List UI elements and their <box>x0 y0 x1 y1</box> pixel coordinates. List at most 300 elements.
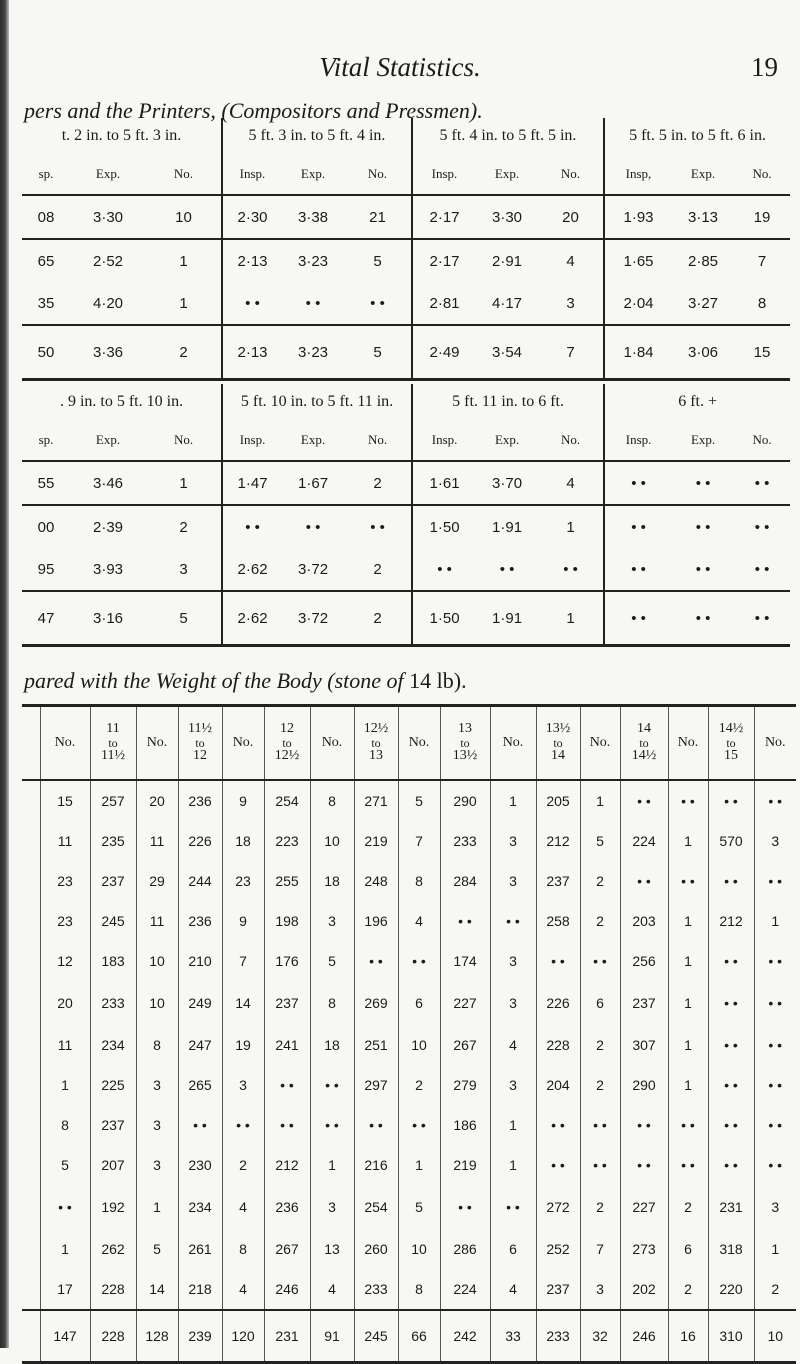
header-line: 13 <box>369 748 383 764</box>
header-line: to <box>108 735 118 750</box>
table-cell: 2·52 <box>70 239 146 282</box>
table-cell: • • <box>708 981 754 1025</box>
table-cell: 3 <box>754 1185 796 1229</box>
table-cell: 237 <box>90 861 136 901</box>
total-cell: 2 <box>344 591 412 646</box>
table-cell: 261 <box>178 1229 222 1269</box>
weight-column-header <box>264 706 310 781</box>
table-cell: 3 <box>580 1269 620 1310</box>
header-line: 13½ <box>452 748 478 764</box>
header-line: No. <box>589 734 611 750</box>
table-cell: 3 <box>179 560 188 578</box>
table-cell: 252 <box>536 1229 580 1269</box>
header-line: 11½ <box>188 721 212 737</box>
total-cell: 3·54 <box>476 325 538 380</box>
table-cell: 271 <box>354 780 398 821</box>
table-row <box>22 981 796 1025</box>
group-header: . 9 in. to 5 ft. 10 in. <box>59 393 184 410</box>
table-cell: 3 <box>490 1065 536 1105</box>
table-cell: 1 <box>490 780 536 821</box>
table-cell: 307 <box>620 1025 668 1065</box>
table-cell: 251 <box>354 1025 398 1065</box>
table-caption-top: pers and the Printers, (Compositors and Pressmen). <box>24 98 483 123</box>
table-cell: 267 <box>440 1025 490 1065</box>
table-cell: • • <box>668 861 708 901</box>
table-cell: 198 <box>264 901 310 941</box>
table-cell <box>22 941 40 981</box>
table-cell: 236 <box>178 901 222 941</box>
total-cell: 16 <box>668 1310 708 1363</box>
table-cell: 6 <box>580 981 620 1025</box>
weight-column-header <box>136 706 178 781</box>
table-cell: 8 <box>398 861 440 901</box>
table-row <box>22 821 796 861</box>
table-cell: 233 <box>354 1269 398 1310</box>
table-cell: 1·93 <box>604 195 672 239</box>
table-cell: 10 <box>398 1229 440 1269</box>
table-row <box>22 461 790 505</box>
weight-column-header <box>178 706 222 781</box>
table-cell: 00 <box>22 505 70 548</box>
table-row <box>22 548 790 591</box>
page-number: 19 <box>751 52 778 82</box>
table-cell: 11 <box>40 1025 90 1065</box>
header-line: to <box>282 735 292 750</box>
sub-header-row <box>22 420 790 461</box>
header-line: No. <box>232 734 254 750</box>
total-cell: 3·06 <box>672 325 734 380</box>
total-cell: 242 <box>440 1310 490 1363</box>
table-cell: 3·38 <box>297 208 329 226</box>
table-cell: 8 <box>757 294 767 312</box>
table-cell: • • <box>708 941 754 981</box>
table-cell: 1 <box>179 294 188 312</box>
table-cell: 1 <box>40 1065 90 1105</box>
table-cell: • • <box>754 861 796 901</box>
table-cell: 210 <box>178 941 222 981</box>
table-cell: 2·91 <box>476 239 538 282</box>
table-cell: 2·85 <box>672 239 734 282</box>
total-cell: 91 <box>310 1310 354 1363</box>
header-line: 15 <box>724 748 738 764</box>
table-cell: • • <box>264 1065 310 1105</box>
table-cell: 35 <box>37 294 55 312</box>
table-cell: 216 <box>354 1145 398 1185</box>
total-cell: • • <box>604 591 672 646</box>
table-cell: 223 <box>264 821 310 861</box>
table-cell: • • <box>398 941 440 981</box>
table-cell: 258 <box>536 901 580 941</box>
column-header: Exp. <box>672 420 734 461</box>
table-cell <box>22 861 40 901</box>
table-cell: 203 <box>620 901 668 941</box>
table-cell: 2 <box>146 505 222 548</box>
header-line: No. <box>146 734 168 750</box>
table-cell: • • <box>620 780 668 821</box>
header-line: 12½ <box>363 721 389 737</box>
table-cell: 256 <box>620 941 668 981</box>
group-header: 5 ft. 10 in. to 5 ft. 11 in. <box>222 384 412 420</box>
table-cell <box>22 780 40 821</box>
column-header: Insp. <box>604 420 672 461</box>
table-cell <box>22 1105 40 1145</box>
weight-column-header <box>40 706 90 781</box>
table-cell: • • <box>734 505 790 548</box>
table-cell: • • <box>708 780 754 821</box>
table-cell: 3 <box>136 1105 178 1145</box>
table-cell: • • <box>370 294 385 312</box>
table-cell: • • <box>695 560 711 578</box>
table-cell: 8 <box>136 1025 178 1065</box>
table-cell: • • <box>536 941 580 981</box>
header-line: to <box>195 735 205 750</box>
table-cell: 17 <box>40 1269 90 1310</box>
group-header-row <box>22 118 790 154</box>
table-cell: 5 <box>40 1145 90 1185</box>
total-cell: 1 <box>538 591 604 646</box>
table-cell: • • <box>264 1105 310 1145</box>
table-cell: 8 <box>222 1229 264 1269</box>
table-cell: 570 <box>708 821 754 861</box>
table-cell: 1 <box>136 1185 178 1229</box>
group-header: 5 ft. 4 in. to 5 ft. 5 in. <box>412 118 604 154</box>
total-cell: 1·84 <box>604 325 672 380</box>
table-cell: 8 <box>40 1105 90 1145</box>
table-cell: 318 <box>708 1229 754 1269</box>
table-cell: 2 <box>754 1269 796 1310</box>
table-cell: 19 <box>222 1025 264 1065</box>
table-cell: 23 <box>222 861 264 901</box>
table-cell: 233 <box>90 981 136 1025</box>
table-cell: 212 <box>264 1145 310 1185</box>
table-cell: • • <box>310 1105 354 1145</box>
table-cell: 248 <box>354 861 398 901</box>
table-cell: • • <box>620 1105 668 1145</box>
column-header: Insp. <box>412 154 476 195</box>
table-cell: • • <box>222 505 282 548</box>
table-cell: 196 <box>354 901 398 941</box>
running-title: Vital Statistics. <box>319 52 481 82</box>
table-cell: 260 <box>354 1229 398 1269</box>
group-header: 6 ft. + <box>604 384 790 420</box>
header-line: 14 <box>551 748 565 764</box>
table-cell: 11 <box>136 821 178 861</box>
table-cell <box>22 1065 40 1105</box>
table-cell: 228 <box>536 1025 580 1065</box>
header-line: 14½ <box>631 748 657 764</box>
header-line: No. <box>677 734 699 750</box>
group-header: 5 ft. 3 in. to 5 ft. 4 in. <box>222 118 412 154</box>
total-cell: 7 <box>538 325 604 380</box>
table-cell: 6 <box>398 981 440 1025</box>
total-cell: 32 <box>580 1310 620 1363</box>
table-cell: 254 <box>264 780 310 821</box>
table-cell: 3·72 <box>298 560 329 578</box>
table-cell: 269 <box>354 981 398 1025</box>
table-cell: 4 <box>222 1185 264 1229</box>
table-cell: • • <box>222 1105 264 1145</box>
table-cell: 12 <box>40 941 90 981</box>
table-cell: 246 <box>264 1269 310 1310</box>
table-cell: 227 <box>620 1185 668 1229</box>
table-cell: 2 <box>580 1065 620 1105</box>
table-cell: 174 <box>440 941 490 981</box>
table-row <box>22 1229 796 1269</box>
header-line: No. <box>502 734 524 750</box>
table-cell: 273 <box>620 1229 668 1269</box>
total-cell: 3·23 <box>282 325 344 380</box>
header-line: 13 <box>458 721 472 737</box>
table-cell: 1 <box>538 505 604 548</box>
table-cell: 2·30 <box>222 195 282 239</box>
table-cell <box>22 1145 40 1185</box>
table-caption-weight <box>24 668 467 694</box>
table-cell: 10 <box>136 981 178 1025</box>
caption-upright: 14 lb). <box>409 668 467 693</box>
total-cell: 233 <box>536 1310 580 1363</box>
table-cell: 2·17 <box>412 239 476 282</box>
table-cell: 267 <box>264 1229 310 1269</box>
column-header: No. <box>538 420 604 461</box>
header-line: 12 <box>280 721 294 737</box>
column-header: Exp. <box>282 154 344 195</box>
table-cell: 10 <box>175 208 192 226</box>
table-cell: • • <box>398 1105 440 1145</box>
table-cell: 10 <box>310 821 354 861</box>
table-row <box>22 1145 796 1185</box>
table-cell: 3·13 <box>687 208 719 226</box>
table-cell: 1·67 <box>298 474 329 492</box>
table-cell: • • <box>695 474 711 492</box>
table-cell: 186 <box>440 1105 490 1145</box>
column-header: Insp. <box>222 420 282 461</box>
table-cell: 237 <box>536 861 580 901</box>
table-cell: • • <box>708 1025 754 1065</box>
total-cell: 310 <box>708 1310 754 1363</box>
table-cell: • • <box>668 1145 708 1185</box>
table-cell: 2·81 <box>412 282 476 325</box>
table-cell: 4·17 <box>491 294 523 312</box>
table-cell: 7 <box>398 821 440 861</box>
table-cell <box>22 1185 40 1229</box>
table-cell: 6 <box>490 1229 536 1269</box>
table-cell: 218 <box>178 1269 222 1310</box>
table-cell <box>22 821 40 861</box>
table-row <box>22 780 796 821</box>
weight-column-header <box>354 706 398 781</box>
total-cell: 1·91 <box>476 591 538 646</box>
table-cell: 3·70 <box>492 474 523 492</box>
group-header: 5 ft. 5 in. to 5 ft. 6 in. <box>604 118 790 154</box>
table-cell: 11 <box>40 821 90 861</box>
column-header: sp. <box>22 154 70 195</box>
table-cell: • • <box>440 1185 490 1229</box>
column-header: No. <box>146 420 222 461</box>
table-cell: 226 <box>536 981 580 1025</box>
table-cell: 2·13 <box>222 239 282 282</box>
table-cell: 3·30 <box>92 208 124 226</box>
table-cell: 4 <box>310 1269 354 1310</box>
table-cell: • • <box>40 1185 90 1229</box>
table-cell: 290 <box>440 780 490 821</box>
table-cell: 8 <box>310 981 354 1025</box>
table-cell: 2 <box>580 901 620 941</box>
table-cell: • • <box>620 861 668 901</box>
table-cell: 1 <box>668 981 708 1025</box>
table-cell: 14 <box>136 1269 178 1310</box>
table-row <box>22 282 790 325</box>
table-cell: 1 <box>754 1229 796 1269</box>
table-cell: • • <box>282 505 344 548</box>
table-cell: • • <box>754 941 796 981</box>
table-cell: 1 <box>310 1145 354 1185</box>
table-cell: 4 <box>490 1269 536 1310</box>
total-cell: 50 <box>22 325 70 380</box>
table-cell: • • <box>754 1025 796 1065</box>
weight-column-header <box>222 706 264 781</box>
table-cell: 11 <box>136 901 178 941</box>
table-row <box>22 1269 796 1310</box>
table-row <box>22 1185 796 1229</box>
header-line: 12 <box>193 748 207 764</box>
total-cell: 15 <box>734 325 790 380</box>
table-cell: 3 <box>566 294 575 312</box>
column-header: Insp, <box>604 154 672 195</box>
table-cell: 3 <box>136 1065 178 1105</box>
header-line: 12½ <box>274 748 300 764</box>
table-cell: • • <box>178 1105 222 1145</box>
table-cell: 230 <box>178 1145 222 1185</box>
table-cell: 3·27 <box>687 294 719 312</box>
header-line: 14 <box>637 721 651 737</box>
table-cell: 7 <box>222 941 264 981</box>
group-header-row <box>22 384 790 420</box>
table-cell: 9 <box>222 780 264 821</box>
weight-column-header <box>490 706 536 781</box>
table-cell: 15 <box>40 780 90 821</box>
header-line: No. <box>408 734 430 750</box>
table-row <box>22 195 790 239</box>
table-cell: 1·47 <box>222 461 282 505</box>
table-cell: 8 <box>310 780 354 821</box>
weight-column-header <box>310 706 354 781</box>
table-cell: 176 <box>264 941 310 981</box>
table-cell <box>22 1269 40 1310</box>
table-cell: • • <box>499 560 515 578</box>
total-cell: 246 <box>620 1310 668 1363</box>
table-cell: 29 <box>136 861 178 901</box>
table-cell: 3 <box>310 901 354 941</box>
total-cell: 228 <box>90 1310 136 1363</box>
table-cell: 204 <box>536 1065 580 1105</box>
table-cell: 2 <box>668 1269 708 1310</box>
table-cell: 231 <box>708 1185 754 1229</box>
table-cell: 3 <box>754 821 796 861</box>
table-cell: 6 <box>668 1229 708 1269</box>
table-cell: • • <box>344 505 412 548</box>
table-cell: 20 <box>40 981 90 1025</box>
table-cell: 220 <box>708 1269 754 1310</box>
table-cell: 5 <box>344 239 412 282</box>
column-header: Exp. <box>672 154 734 195</box>
table-cell: 23 <box>40 901 90 941</box>
header-line: 11½ <box>101 748 125 764</box>
total-cell <box>22 1310 40 1363</box>
table-cell: 297 <box>354 1065 398 1105</box>
table-cell: 247 <box>178 1025 222 1065</box>
table-cell: 219 <box>354 821 398 861</box>
table-cell: • • <box>222 282 282 325</box>
column-header: No. <box>538 154 604 195</box>
table-cell: 236 <box>178 780 222 821</box>
table-cell: 1 <box>754 901 796 941</box>
table-cell: 1 <box>490 1145 536 1185</box>
total-cell: 3·16 <box>70 591 146 646</box>
table-cell: • • <box>412 548 476 591</box>
table-cell: 3·93 <box>92 560 124 578</box>
table-cell: 235 <box>90 821 136 861</box>
table-cell: 2 <box>580 861 620 901</box>
table-cell: 1 <box>668 821 708 861</box>
table-cell <box>22 901 40 941</box>
table-cell: 13 <box>310 1229 354 1269</box>
table-cell: 265 <box>178 1065 222 1105</box>
table-cell: • • <box>490 1185 536 1229</box>
table-cell: 255 <box>264 861 310 901</box>
table-cell: • • <box>708 1105 754 1145</box>
table-cell: 20 <box>136 780 178 821</box>
weight-header-row <box>22 706 796 781</box>
total-cell: 1·50 <box>412 591 476 646</box>
table-cell: 3 <box>490 861 536 901</box>
table-cell: 3 <box>136 1145 178 1185</box>
column-header: No. <box>734 420 790 461</box>
table-cell: • • <box>754 1105 796 1145</box>
table-row <box>22 861 796 901</box>
group-header: 5 ft. 11 in. to 6 ft. <box>412 384 604 420</box>
total-cell: 2·49 <box>412 325 476 380</box>
table-cell: 7 <box>580 1229 620 1269</box>
table-cell: 2 <box>373 474 382 492</box>
table-cell: 224 <box>620 821 668 861</box>
table-cell: 2 <box>580 1025 620 1065</box>
table-cell: 2 <box>668 1185 708 1229</box>
table-cell: 237 <box>536 1269 580 1310</box>
table-cell: 4·20 <box>92 294 124 312</box>
table-cell: • • <box>668 1105 708 1145</box>
table-cell <box>22 1229 40 1269</box>
table-cell: 1 <box>146 239 222 282</box>
table-cell: • • <box>604 548 672 591</box>
table-cell: 65 <box>22 239 70 282</box>
table-cell: • • <box>354 941 398 981</box>
table-cell: • • <box>668 780 708 821</box>
table-cell: • • <box>440 901 490 941</box>
book-binding-edge <box>0 0 9 1348</box>
table-cell: 3 <box>490 941 536 981</box>
table-cell: 236 <box>264 1185 310 1229</box>
table-row <box>22 1065 796 1105</box>
table-cell: 7 <box>734 239 790 282</box>
header-line: to <box>371 735 381 750</box>
table-cell: 249 <box>178 981 222 1025</box>
table-cell: 5 <box>310 941 354 981</box>
group-header: t. 2 in. to 5 ft. 3 in. <box>61 127 182 144</box>
total-cell: 5 <box>146 591 222 646</box>
table-cell: 4 <box>538 239 604 282</box>
total-cell: 147 <box>40 1310 90 1363</box>
column-header: Insp. <box>412 420 476 461</box>
